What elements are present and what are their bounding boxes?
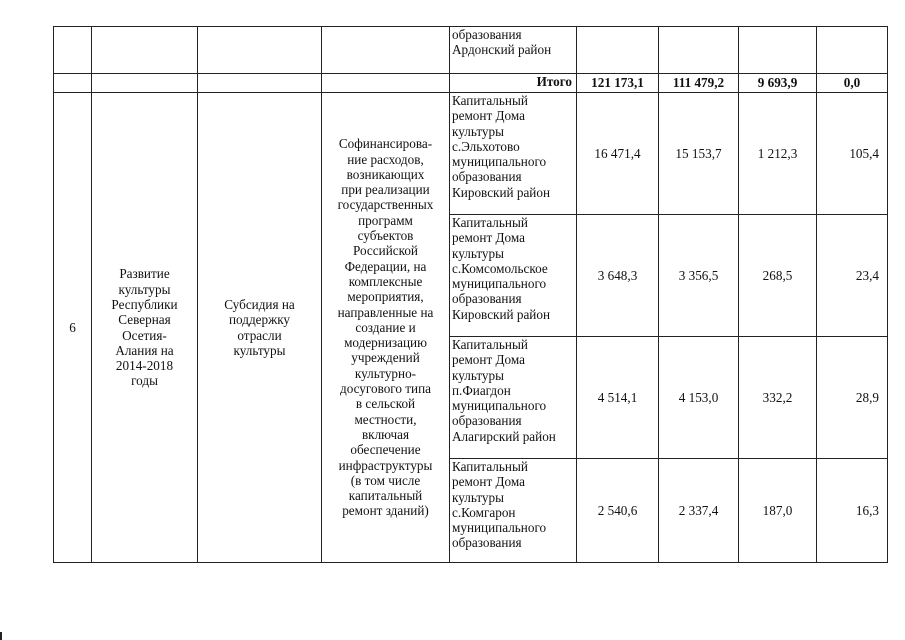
budget-table (53, 26, 888, 563)
program-name: Развитие культуры Республики Северная Осетия- Алания на 2014-2018 годы (92, 93, 198, 563)
total-value: 121 173,1 (577, 74, 659, 93)
support-type: Субсидия на поддержку отрасли культуры (198, 93, 322, 563)
value-cell: 2 540,6 (577, 459, 659, 563)
object-cell: образования Ардонский район (450, 27, 577, 74)
object-cell: Капитальный ремонт Дома культуры с.Эльхотово муниципального образования Кировский район (450, 93, 577, 215)
total-label: Итого (450, 74, 577, 93)
cell-empty (198, 74, 322, 93)
total-value: 9 693,9 (739, 74, 817, 93)
cell-empty (92, 27, 198, 74)
value-cell: 23,4 (817, 215, 888, 337)
value-cell: 15 153,7 (659, 93, 739, 215)
value-cell: 332,2 (739, 337, 817, 459)
total-value: 0,0 (817, 74, 888, 93)
value-cell: 3 356,5 (659, 215, 739, 337)
row-number: 6 (54, 93, 92, 563)
cell-empty (54, 74, 92, 93)
cell-empty (577, 27, 659, 74)
value-cell: 268,5 (739, 215, 817, 337)
cell-empty (739, 27, 817, 74)
cell-empty (54, 27, 92, 74)
object-cell: Капитальный ремонт Дома культуры с.Комгарон муниципального образования (450, 459, 577, 563)
value-cell: 4 514,1 (577, 337, 659, 459)
value-cell: 187,0 (739, 459, 817, 563)
description: Софинансирова- ние расходов, возникающих при реализации государственных программ субъектов Российской Федерации, на комплексные мероприятия, направленные на создание и модернизацию учреждений культурно- досугового типа в сельской местности, включая обеспечение инфраструктуры (в том числе капитальный ремонт зданий) (322, 93, 450, 563)
value-cell: 16 471,4 (577, 93, 659, 215)
value-cell: 3 648,3 (577, 215, 659, 337)
cell-empty (817, 27, 888, 74)
value-cell: 1 212,3 (739, 93, 817, 215)
total-row (54, 74, 888, 93)
cell-empty (322, 27, 450, 74)
object-cell: Капитальный ремонт Дома культуры с.Комсомольское муниципального образования Кировский район (450, 215, 577, 337)
cell-empty (92, 74, 198, 93)
scan-mark (0, 632, 2, 640)
value-cell: 16,3 (817, 459, 888, 563)
total-value: 111 479,2 (659, 74, 739, 93)
value-cell: 28,9 (817, 337, 888, 459)
cell-empty (322, 74, 450, 93)
cell-empty (198, 27, 322, 74)
table-row (54, 27, 888, 74)
table-row (54, 93, 888, 215)
object-cell: Капитальный ремонт Дома культуры п.Фиагдон муниципального образования Алагирский район (450, 337, 577, 459)
value-cell: 2 337,4 (659, 459, 739, 563)
cell-empty (659, 27, 739, 74)
value-cell: 4 153,0 (659, 337, 739, 459)
value-cell: 105,4 (817, 93, 888, 215)
